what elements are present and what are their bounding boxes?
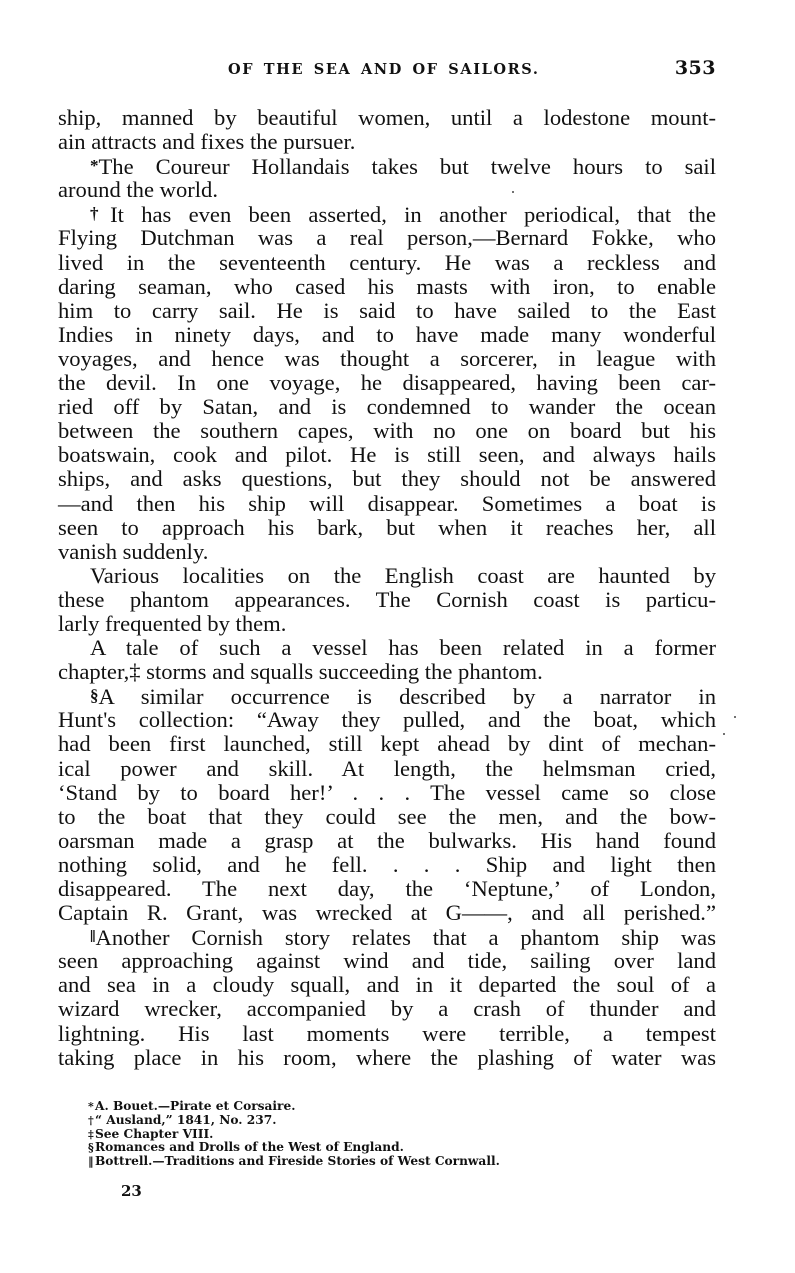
- line-text: ain attracts and fixes the pursuer.: [58, 129, 356, 155]
- text-line: [58, 106, 716, 130]
- page-number: 353: [674, 57, 716, 79]
- line-text: ships, and asks questions, but they should not be answered: [58, 466, 716, 492]
- text-line: [58, 275, 716, 299]
- footnote-mark: ‡: [88, 1127, 94, 1141]
- footnote: [88, 1141, 608, 1155]
- line-text: A similar occurrence is described by a narrator in: [98, 684, 716, 710]
- line-text: A tale of such a vessel has been related in a former: [90, 635, 716, 661]
- line-text: vanish suddenly.: [58, 538, 209, 564]
- line-text: chapter,‡ storms and squalls succeeding the phantom.: [58, 659, 543, 685]
- line-text: Flying Dutchman was a real person,—Bernard Fokke, who: [58, 225, 716, 251]
- text-line: [58, 130, 716, 154]
- footnote-reference-mark: §: [90, 686, 99, 706]
- line-text: disappeared. The next day, the ‘Neptune,’ of London,: [58, 876, 716, 901]
- line-text: the devil. In one voyage, he disappeared, having been car-: [58, 370, 716, 396]
- line-text: Various localities on the English coast are haunted by: [90, 562, 716, 588]
- text-line: [58, 1022, 716, 1046]
- text-line: [58, 540, 716, 564]
- line-text: to the boat that they could see the men, and the bow-: [58, 803, 716, 829]
- footnote-text: “ Ausland,” 1841, No. 237.: [95, 1112, 277, 1127]
- line-text: Indies in ninety days, and to have made many wonderful: [58, 321, 716, 347]
- text-line: [58, 419, 716, 443]
- text-line: [58, 708, 716, 732]
- text-line: [58, 202, 716, 226]
- line-text: seen approaching against wind and tide, sailing over land: [58, 948, 716, 974]
- footnote-mark: †: [88, 1113, 94, 1127]
- text-line: [58, 178, 716, 202]
- line-text: nothing solid, and he fell. . . . Ship and light then: [58, 851, 716, 877]
- footnote-text: Bottrell.—Traditions and Fireside Stories of West Cornwall.: [95, 1154, 500, 1169]
- text-line: [58, 877, 716, 901]
- footnote-text: Romances and Drolls of the West of England.: [95, 1140, 404, 1155]
- text-line: [58, 588, 716, 612]
- text-line: [58, 251, 716, 275]
- footnote-mark: ‖: [88, 1155, 94, 1169]
- print-speck: [734, 716, 736, 718]
- line-text: larly frequented by them.: [58, 610, 287, 636]
- text-line: [58, 226, 716, 250]
- line-text: ical power and skill. At length, the helmsman cried,: [58, 755, 716, 781]
- text-line: [58, 829, 716, 853]
- text-line: [58, 949, 716, 973]
- text-line: [58, 732, 716, 756]
- text-line: [58, 395, 716, 419]
- line-text: these phantom appearances. The Cornish coast is particu-: [58, 586, 716, 612]
- text-line: [58, 853, 716, 877]
- body-text: [58, 106, 716, 1070]
- text-line: [58, 467, 716, 491]
- signature-mark: 23: [121, 1182, 142, 1200]
- footnote-reference-mark: *: [90, 156, 99, 176]
- print-speck: [512, 191, 514, 193]
- line-text: ‘Stand by to board her!’ . . . The vessel came so close: [58, 779, 716, 805]
- text-line: [58, 925, 716, 949]
- footnote: [88, 1100, 608, 1114]
- text-line: [58, 347, 716, 371]
- text-line: [58, 1046, 716, 1070]
- line-text: wizard wrecker, accompanied by a crash of thunder and: [58, 996, 716, 1022]
- line-text: The Coureur Hollandais takes but twelve hours to sail: [98, 154, 716, 180]
- line-text: seen to approach his bark, but when it reaches her, all: [58, 514, 716, 540]
- line-text: It has even been asserted, in another periodical, that the: [110, 202, 716, 228]
- line-text: lightning. His last moments were terrible, a tempest: [58, 1020, 716, 1046]
- text-line: [58, 323, 716, 347]
- footnote-reference-mark: ‖: [90, 927, 96, 947]
- line-text: ried off by Satan, and is condemned to wander the ocean: [58, 394, 716, 420]
- footnote-text: A. Bouet.—Pirate et Corsaire.: [95, 1099, 296, 1113]
- footnote-mark: *: [88, 1100, 94, 1113]
- text-line: [58, 781, 716, 805]
- footnote: [88, 1114, 608, 1128]
- line-text: taking place in his room, where the plashing of water was: [58, 1044, 716, 1070]
- text-line: [58, 443, 716, 467]
- text-line: [58, 371, 716, 395]
- footnote: [88, 1128, 608, 1142]
- text-line: [58, 516, 716, 540]
- line-text: boatswain, cook and pilot. He is still seen, and always hails: [58, 442, 716, 468]
- line-text: lived in the seventeenth century. He was a reckless and: [58, 249, 716, 275]
- line-text: around the world.: [58, 177, 218, 203]
- line-text: and sea in a cloudy squall, and in it departed the soul of a: [58, 972, 716, 998]
- text-line: [58, 154, 716, 178]
- footnote-text: See Chapter VIII.: [95, 1126, 214, 1141]
- running-title: OF THE SEA AND OF SAILORS.: [228, 61, 540, 78]
- line-text: Hunt's collection: “Away they pulled, and the boat, which: [58, 707, 716, 733]
- line-text: him to carry sail. He is said to have sailed to the East: [58, 297, 716, 323]
- footnote-mark: §: [88, 1141, 94, 1155]
- line-text: —and then his ship will disappear. Sometimes a boat is: [58, 490, 716, 516]
- text-line: [58, 973, 716, 997]
- text-line: [58, 660, 716, 684]
- text-line: [58, 636, 716, 660]
- line-text: daring seaman, who cased his masts with iron, to enable: [58, 273, 716, 299]
- line-text: between the southern capes, with no one on board but his: [58, 418, 716, 444]
- text-line: [58, 612, 716, 636]
- text-line: [58, 997, 716, 1021]
- footnote: [88, 1155, 608, 1169]
- line-text: had been first launched, still kept ahead by dint of mechan-: [58, 731, 716, 757]
- footnotes: [88, 1100, 608, 1169]
- line-text: oarsman made a grasp at the bulwarks. His hand found: [58, 827, 716, 853]
- footnote-reference-mark: †: [90, 204, 111, 224]
- text-line: [58, 564, 716, 588]
- line-text: ship, manned by beautiful women, until a lodestone mount-: [58, 105, 716, 130]
- text-line: [58, 684, 716, 708]
- print-speck: [723, 733, 725, 735]
- text-line: [58, 299, 716, 323]
- line-text: Captain R. Grant, was wrecked at G——, and all perished.”: [58, 900, 716, 926]
- text-line: [58, 901, 716, 925]
- running-head: [228, 57, 716, 83]
- line-text: voyages, and hence was thought a sorcerer, in league with: [58, 345, 716, 371]
- text-line: [58, 757, 716, 781]
- line-text: Another Cornish story relates that a phantom ship was: [95, 925, 716, 951]
- text-line: [58, 805, 716, 829]
- text-line: [58, 492, 716, 516]
